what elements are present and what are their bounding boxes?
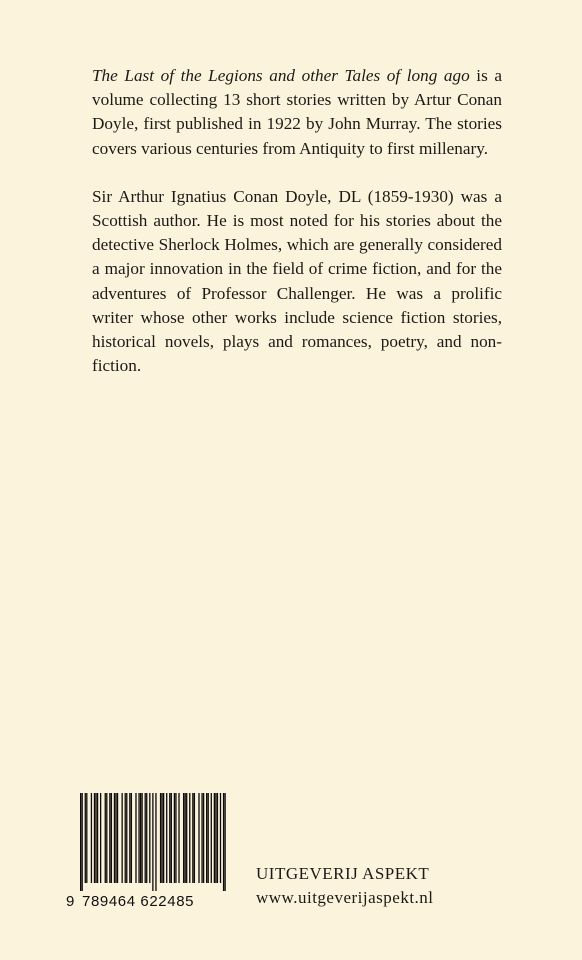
barcode-bar [85, 793, 86, 883]
barcode-bar [223, 793, 224, 891]
barcode-bar [189, 793, 190, 883]
barcode-bar [146, 793, 147, 883]
barcode-bar [117, 793, 118, 883]
barcode-bar [166, 793, 167, 883]
barcode-bar [214, 793, 215, 883]
barcode-bar [100, 793, 101, 883]
barcode-bar [131, 793, 132, 883]
isbn-barcode [66, 793, 230, 913]
barcode-bar [224, 793, 225, 891]
barcode-bar [94, 793, 95, 883]
barcode-bar [220, 793, 221, 883]
author-bio-paragraph [92, 185, 502, 379]
barcode-bar [192, 793, 193, 883]
back-cover-description [92, 64, 502, 402]
barcode-bar [145, 793, 146, 883]
barcode-bar [141, 793, 142, 883]
barcode-bar [175, 793, 176, 883]
barcode-bar [198, 793, 199, 883]
barcode-bar [126, 793, 127, 883]
publisher-block [256, 862, 434, 910]
barcode-number [66, 893, 230, 911]
barcode-digit-groups: 789464 622485 [82, 893, 195, 910]
barcode-bar [138, 793, 139, 883]
barcode-bar [149, 793, 150, 883]
barcode-bar [105, 793, 106, 883]
barcode-bar [169, 793, 170, 883]
author-bio-text: Sir Arthur Ignatius Conan Doyle, DL (1859-1930) was a Scottish author. He is most noted for his stories about the detective Sherlock Holmes, which are generally considered a major innovation in the field of crime fiction, and for the adventures of Professor Challenger. He was a prolific writer whose other works include science fiction stories, historical novels, plays and romances, poetry, and non-fiction. [92, 186, 502, 376]
barcode-bar [171, 793, 172, 883]
barcode-bar [109, 793, 110, 883]
barcode-bar [194, 793, 195, 883]
book-summary-text [92, 64, 502, 161]
barcode-bar [160, 793, 161, 883]
barcode-bar [97, 793, 98, 883]
barcode-bar [201, 793, 202, 883]
book-summary-body: is a volume collecting 13 short stories written by Artur Conan Doyle, first published in 1922 by John Murray. The stories covers various centuries from Antiquity to first millenary. [92, 66, 502, 158]
book-summary-paragraph [92, 64, 502, 161]
barcode-bar [211, 793, 212, 883]
barcode-bar [91, 793, 92, 883]
barcode-bar [217, 793, 218, 883]
barcode-bar [95, 793, 96, 883]
barcode-bar [155, 793, 156, 891]
barcode-bar [125, 793, 126, 883]
barcode-bar [185, 793, 186, 883]
publisher-website: www.uitgeverijaspekt.nl [256, 888, 434, 907]
barcode-bar [208, 793, 209, 883]
barcode-bar [82, 793, 83, 891]
barcode-bar [161, 793, 162, 883]
barcode-bar [183, 793, 184, 883]
barcode-bar [115, 793, 116, 883]
barcode-bar [106, 793, 107, 883]
barcode-bar [206, 793, 207, 883]
barcode-bar [111, 793, 112, 883]
barcode-bar [186, 793, 187, 883]
barcode-bar [203, 793, 204, 883]
barcode-bar [135, 793, 136, 883]
barcode-bar [178, 793, 179, 883]
barcode-bar [80, 793, 81, 891]
barcode-first-digit: 9 [66, 893, 75, 910]
barcode-bar [86, 793, 87, 883]
publisher-name: UITGEVERIJ ASPEKT [256, 864, 430, 883]
book-title: The Last of the Legions and other Tales of long ago [92, 66, 470, 85]
barcode-bar [215, 793, 216, 883]
barcode-bar [152, 793, 153, 891]
barcode-bar [121, 793, 122, 883]
barcode-bar [129, 793, 130, 883]
barcode-bar [174, 793, 175, 883]
barcode-bar [163, 793, 164, 883]
barcode-bar [140, 793, 141, 883]
barcode-bars [80, 793, 226, 891]
barcode-bar [114, 793, 115, 883]
